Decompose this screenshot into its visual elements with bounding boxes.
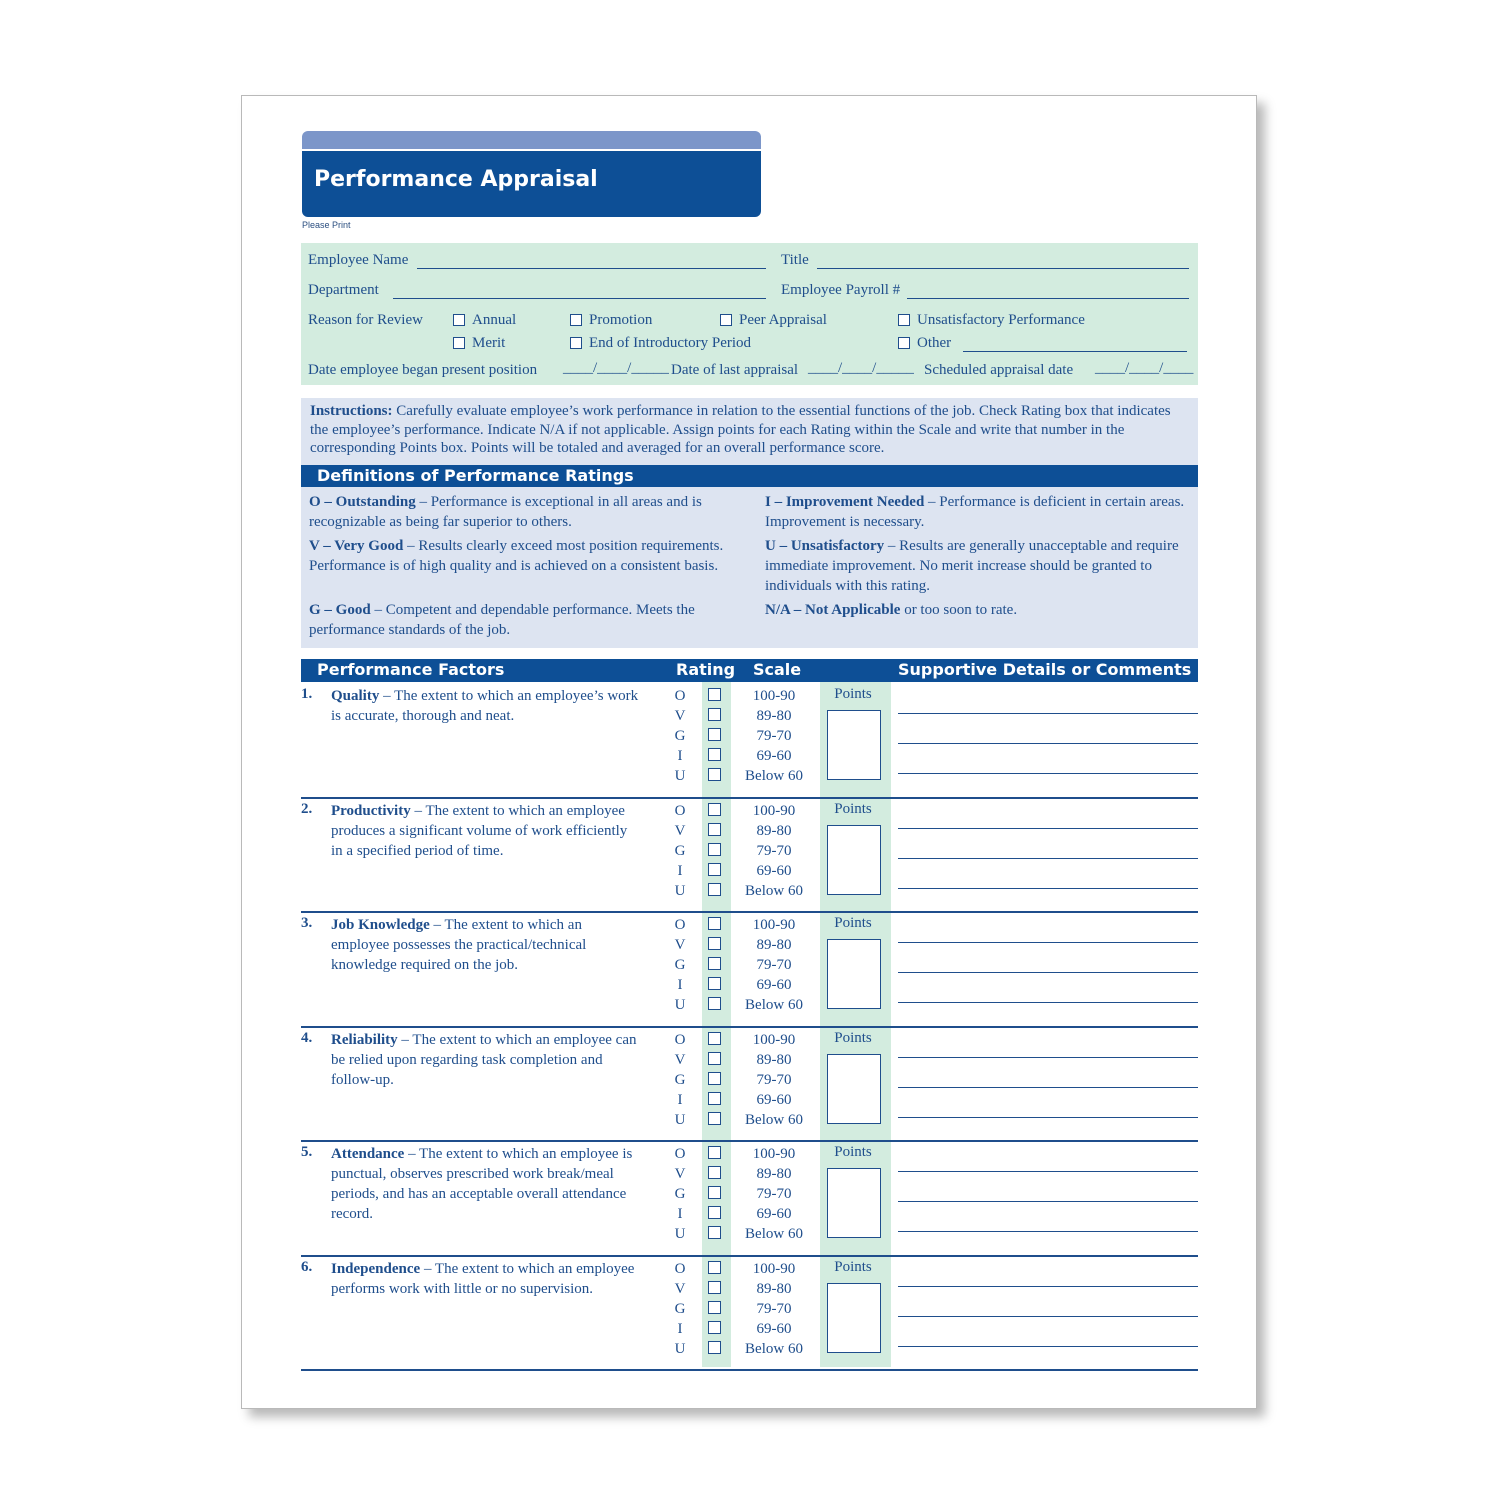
factor-description: [331, 1144, 641, 1224]
scale-value: 69-60: [756, 977, 792, 993]
rating-checkbox[interactable]: [708, 1032, 721, 1045]
factor-name: Attendance: [331, 1146, 405, 1162]
scale-value: Below 60: [745, 768, 803, 784]
factor-row: [301, 911, 1198, 1028]
payroll-label: Employee Payroll #: [781, 282, 901, 298]
scale-values: [739, 1144, 809, 1244]
rating-letter: U: [674, 1226, 686, 1242]
scale-value: 100-90: [752, 802, 796, 819]
header-scale: Scale: [753, 660, 802, 679]
scale-values: [739, 1030, 809, 1130]
rating-checkbox[interactable]: [708, 768, 721, 781]
points-label: Points: [834, 1144, 872, 1160]
rating-checkbox[interactable]: [708, 1321, 721, 1334]
scale-values: [739, 915, 809, 1015]
comment-line[interactable]: [898, 1346, 1198, 1347]
unsatisfactory-label: Unsatisfactory Performance: [917, 312, 1085, 328]
header-performance-factors: Performance Factors: [317, 660, 505, 679]
rating-checkbox[interactable]: [708, 1281, 721, 1294]
scale-values: [739, 1259, 809, 1359]
factor-number: 5.: [301, 1144, 313, 1160]
other-label: Other: [917, 335, 952, 351]
rating-checkbox[interactable]: [708, 823, 721, 836]
introductory-period-label: End of Introductory Period: [589, 335, 752, 351]
employee-info-section: [301, 243, 1198, 385]
scale-value: 79-70: [756, 1300, 792, 1317]
scale-value: 89-80: [756, 1051, 792, 1068]
comment-line[interactable]: [898, 858, 1198, 859]
factor-text: – The extent to which an employee performs work with little or no supervision.: [331, 1260, 635, 1297]
points-input-box[interactable]: [827, 825, 881, 895]
rating-letter: U: [674, 997, 686, 1013]
factor-text: – The extent to which an employee produces a significant volume of work efficiently in a specified period of time.: [331, 802, 628, 859]
rating-letter: I: [677, 977, 683, 993]
rating-checkbox[interactable]: [708, 1261, 721, 1274]
date-began-label: Date employee began present position: [308, 362, 538, 378]
comment-line[interactable]: [898, 888, 1198, 889]
factor-name: Reliability: [331, 1031, 398, 1048]
scale-value: Below 60: [745, 997, 803, 1013]
comment-line[interactable]: [898, 1171, 1198, 1172]
promotion-label: Promotion: [589, 312, 653, 328]
rating-letters: [673, 1259, 687, 1359]
rating-checkbox[interactable]: [708, 863, 721, 876]
factor-row: [301, 1026, 1198, 1143]
rating-checkbox[interactable]: [708, 1226, 721, 1239]
promotion-checkbox[interactable]: [570, 314, 582, 326]
factor-number: 4.: [301, 1029, 313, 1046]
comment-line[interactable]: [898, 1316, 1198, 1317]
title-label: Title: [781, 252, 809, 268]
rating-letter: G: [674, 1300, 686, 1317]
scale-value: 89-80: [756, 937, 792, 953]
date-last-field[interactable]: ____/____/_____: [808, 360, 914, 376]
unsatisfactory-checkbox[interactable]: [898, 314, 910, 326]
instructions-section: [301, 398, 1198, 648]
rating-letters: [673, 801, 687, 901]
factor-number: 1.: [301, 686, 313, 702]
comment-line[interactable]: [898, 1002, 1198, 1003]
comment-line[interactable]: [898, 773, 1198, 774]
points-input-box[interactable]: [827, 939, 881, 1009]
introductory-period-checkbox[interactable]: [570, 337, 582, 349]
factor-description: [331, 1259, 641, 1299]
instructions-text: [310, 402, 1188, 458]
scale-value: 69-60: [756, 862, 792, 879]
comment-line[interactable]: [898, 1201, 1198, 1202]
rating-letter: O: [674, 688, 686, 704]
title-banner: [302, 151, 761, 217]
rating-checkbox[interactable]: [708, 997, 721, 1010]
reason-for-review-label: Reason for Review: [308, 312, 423, 328]
page-title: Performance Appraisal: [314, 167, 598, 192]
scale-value: 69-60: [756, 748, 792, 764]
factor-text: – The extent to which an employee is punctual, observes prescribed work break/meal periods, and has an acceptable overall attendance record.: [331, 1146, 633, 1222]
scale-value: 100-90: [752, 1031, 796, 1048]
rating-letter: V: [674, 1051, 686, 1068]
factor-text: – The extent to which an employee’s work is accurate, thorough and neat.: [331, 688, 639, 724]
factor-description: [331, 1030, 641, 1090]
points-input-box[interactable]: [827, 1054, 881, 1124]
merit-label: Merit: [472, 335, 506, 351]
rating-checkbox[interactable]: [708, 937, 721, 950]
factor-number: 3.: [301, 915, 313, 931]
factor-row: [301, 797, 1198, 914]
merit-checkbox[interactable]: [453, 337, 465, 349]
instructions-label: Instructions:: [310, 403, 393, 419]
scale-value: 79-70: [756, 957, 792, 973]
title-tab-decoration: [302, 131, 761, 149]
comment-line[interactable]: [898, 743, 1198, 744]
comment-line[interactable]: [898, 1087, 1198, 1088]
department-field[interactable]: [393, 298, 766, 299]
factor-description: [331, 915, 641, 975]
rating-checkbox[interactable]: [708, 688, 721, 701]
rating-letter: I: [677, 748, 683, 764]
scale-value: 69-60: [756, 1320, 792, 1337]
scale-value: 89-80: [756, 822, 792, 839]
rating-letters: [673, 1030, 687, 1130]
other-checkbox[interactable]: [898, 337, 910, 349]
header-rating: Rating: [676, 660, 736, 679]
rating-letter: V: [674, 1166, 686, 1182]
points-input-box[interactable]: [827, 710, 881, 780]
rating-checkbox[interactable]: [708, 977, 721, 990]
rating-checkbox[interactable]: [708, 1052, 721, 1065]
rating-checkbox[interactable]: [708, 843, 721, 856]
rating-letters: [673, 915, 687, 1015]
rating-checkbox[interactable]: [708, 803, 721, 816]
scale-value: 79-70: [756, 728, 792, 744]
rating-letter: U: [674, 882, 686, 899]
comment-line[interactable]: [898, 713, 1198, 714]
rating-letter: V: [674, 937, 686, 953]
factor-row: [301, 1255, 1198, 1372]
employee-name-label: Employee Name: [308, 252, 409, 268]
rating-letter: I: [677, 1320, 683, 1337]
factor-description: [331, 686, 641, 726]
factor-name: Quality: [331, 688, 380, 704]
employee-name-field[interactable]: [417, 268, 766, 269]
factor-number: 6.: [301, 1258, 313, 1275]
definition-good: G – Good – Competent and dependable performance. Meets the performance standards of the job.: [309, 602, 695, 638]
rating-checkbox[interactable]: [708, 748, 721, 761]
factor-name: Independence: [331, 1260, 421, 1277]
factors-table-body: [301, 682, 1198, 1372]
comment-line[interactable]: [898, 828, 1198, 829]
scale-value: 69-60: [756, 1091, 792, 1108]
please-print-note: Please Print: [302, 220, 351, 230]
rating-letter: O: [674, 1031, 686, 1048]
definition-not-applicable: N/A – Not Applicable or too soon to rate.: [765, 602, 1018, 618]
rating-checkbox[interactable]: [708, 957, 721, 970]
rating-letter: G: [674, 1186, 686, 1202]
rating-letter: G: [674, 1071, 686, 1088]
department-label: Department: [308, 282, 379, 298]
comment-line[interactable]: [898, 972, 1198, 973]
points-label: Points: [834, 1029, 872, 1046]
rating-letter: U: [674, 1340, 686, 1357]
scale-value: Below 60: [745, 1340, 803, 1357]
rating-checkbox[interactable]: [708, 1186, 721, 1199]
definition-improvement-needed: I – Improvement Needed – Performance is deficient in certain areas. Improvement is necessary.: [765, 494, 1185, 530]
payroll-field[interactable]: [907, 298, 1189, 299]
points-label: Points: [834, 915, 872, 931]
factor-text: – The extent to which an employee can be relied upon regarding task completion and follow-up.: [331, 1031, 637, 1088]
scale-values: [739, 801, 809, 901]
rating-letters: [673, 686, 687, 786]
scale-value: Below 60: [745, 1111, 803, 1128]
rating-letter: G: [674, 728, 686, 744]
comment-line[interactable]: [898, 1231, 1198, 1232]
factor-number: 2.: [301, 800, 313, 817]
peer-appraisal-label: Peer Appraisal: [739, 312, 827, 328]
rating-letter: I: [677, 1206, 683, 1222]
definition-outstanding: O – Outstanding – Performance is exceptional in all areas and is recognizable as being far superior to others.: [309, 494, 702, 530]
points-input-box[interactable]: [827, 1283, 881, 1353]
factor-name: Job Knowledge: [331, 917, 430, 933]
rating-checkbox[interactable]: [708, 1206, 721, 1219]
rating-letter: U: [674, 768, 686, 784]
comment-line[interactable]: [898, 1286, 1198, 1287]
rating-letters: [673, 1144, 687, 1244]
date-scheduled-label: Scheduled appraisal date: [924, 362, 1074, 378]
points-label: Points: [834, 1258, 872, 1275]
peer-appraisal-checkbox[interactable]: [720, 314, 732, 326]
rating-checkbox[interactable]: [708, 1341, 721, 1354]
rating-checkbox[interactable]: [708, 1072, 721, 1085]
definitions-heading: Definitions of Performance Ratings: [317, 466, 634, 485]
points-label: Points: [834, 686, 872, 702]
date-last-label: Date of last appraisal: [671, 362, 799, 378]
date-scheduled-field[interactable]: ____/____/____: [1095, 360, 1194, 376]
annual-checkbox[interactable]: [453, 314, 465, 326]
appraisal-form-page: [241, 95, 1257, 1409]
rating-letter: I: [677, 1091, 683, 1108]
annual-label: Annual: [472, 312, 517, 328]
scale-value: Below 60: [745, 1226, 803, 1242]
scale-value: 100-90: [752, 1146, 796, 1162]
factors-table-header: [301, 659, 1198, 682]
scale-value: 79-70: [756, 1071, 792, 1088]
rating-letter: V: [674, 1280, 686, 1297]
factor-row: [301, 682, 1198, 799]
scale-value: 89-80: [756, 708, 792, 724]
rating-checkbox[interactable]: [708, 708, 721, 721]
rating-letter: V: [674, 822, 686, 839]
date-began-field[interactable]: ____/____/_____: [563, 360, 669, 376]
header-comments: Supportive Details or Comments: [898, 660, 1192, 679]
points-label: Points: [834, 800, 872, 817]
comment-line[interactable]: [898, 942, 1198, 943]
rating-letter: O: [674, 802, 686, 819]
rating-letter: I: [677, 862, 683, 879]
scale-value: 79-70: [756, 842, 792, 859]
rating-checkbox[interactable]: [708, 917, 721, 930]
definition-very-good: V – Very Good – Results clearly exceed most position requirements. Performance is of high quality and is achieved on a consistent basis.: [309, 538, 724, 574]
scale-value: 89-80: [756, 1280, 792, 1297]
factor-name: Productivity: [331, 802, 411, 819]
scale-value: 79-70: [756, 1186, 792, 1202]
scale-value: 89-80: [756, 1166, 792, 1182]
title-field[interactable]: [817, 268, 1189, 269]
rating-letter: O: [674, 917, 686, 933]
rating-checkbox[interactable]: [708, 728, 721, 741]
scale-value: 100-90: [752, 688, 796, 704]
rating-checkbox[interactable]: [708, 1112, 721, 1125]
factor-description: [331, 801, 641, 861]
scale-values: [739, 686, 809, 786]
rating-letter: O: [674, 1260, 686, 1277]
definition-unsatisfactory: U – Unsatisfactory – Results are generally unacceptable and require immediate improvement. No merit increase should be granted to individuals with this rating.: [765, 538, 1179, 594]
comment-line[interactable]: [898, 1057, 1198, 1058]
rating-letter: G: [674, 957, 686, 973]
rating-checkbox[interactable]: [708, 1146, 721, 1159]
points-input-box[interactable]: [827, 1168, 881, 1238]
scale-value: 100-90: [752, 1260, 796, 1277]
comment-line[interactable]: [898, 1117, 1198, 1118]
rating-checkbox[interactable]: [708, 883, 721, 896]
scale-value: 69-60: [756, 1206, 792, 1222]
scale-value: Below 60: [745, 882, 803, 899]
definitions-heading-bar: [301, 465, 1198, 487]
rating-checkbox[interactable]: [708, 1166, 721, 1179]
rating-checkbox[interactable]: [708, 1301, 721, 1314]
rating-letter: G: [674, 842, 686, 859]
rating-letter: O: [674, 1146, 686, 1162]
factor-text: – The extent to which an employee possesses the practical/technical knowledge required on the job.: [331, 917, 587, 973]
scale-value: 100-90: [752, 917, 796, 933]
other-field[interactable]: [963, 351, 1187, 352]
rating-letter: U: [674, 1111, 686, 1128]
rating-checkbox[interactable]: [708, 1092, 721, 1105]
instructions-body: Carefully evaluate employee’s work performance in relation to the essential functions of the job. Check Rating box that indicates the employee’s performance. Indicate N/A if not applicable. Assign points for each Rating within the Scale and write that number in the corresponding Points box. Points will be totaled and averaged for an overall performance score.: [310, 403, 1171, 456]
rating-letter: V: [674, 708, 686, 724]
factor-row: [301, 1140, 1198, 1257]
